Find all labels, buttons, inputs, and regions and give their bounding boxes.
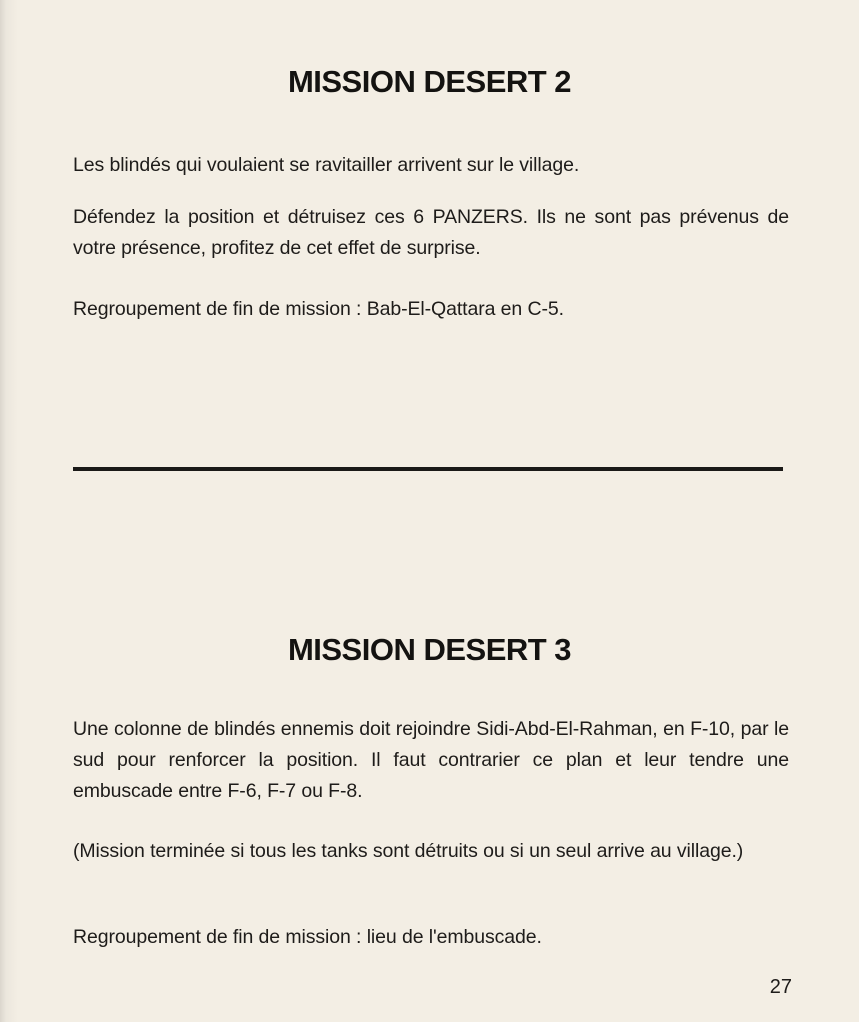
mission-desert-2-instructions: Défendez la position et détruisez ces 6 PANZERS. Ils ne sont pas prévenus de votre présence, profitez de cet effet de surprise. [73, 206, 789, 259]
mission-desert-3-title: MISSION DESERT 3 [287, 632, 572, 667]
page-number: 27 [769, 976, 792, 998]
mission-desert-3-end-condition: (Mission terminée si tous les tanks sont détruits ou si un seul arrive au village.) [73, 840, 744, 862]
section-divider [73, 467, 783, 471]
mission-desert-3-regroup: Regroupement de fin de mission : lieu de l'embuscade. [73, 926, 542, 948]
mission-desert-2-intro: Les blindés qui voulaient se ravitailler arrivent sur le village. [73, 154, 580, 176]
mission-desert-2-regroup: Regroupement de fin de mission : Bab-El-Qattara en C-5. [73, 298, 564, 320]
mission-desert-2-title: MISSION DESERT 2 [287, 64, 572, 99]
mission-desert-3-briefing: Une colonne de blindés ennemis doit rejoindre Sidi-Abd-El-Rahman, en F-10, par le sud pour renforcer la position. Il faut contrarier ce plan et leur tendre une embuscade entre F-6, F-7 ou F-8. [73, 718, 789, 802]
